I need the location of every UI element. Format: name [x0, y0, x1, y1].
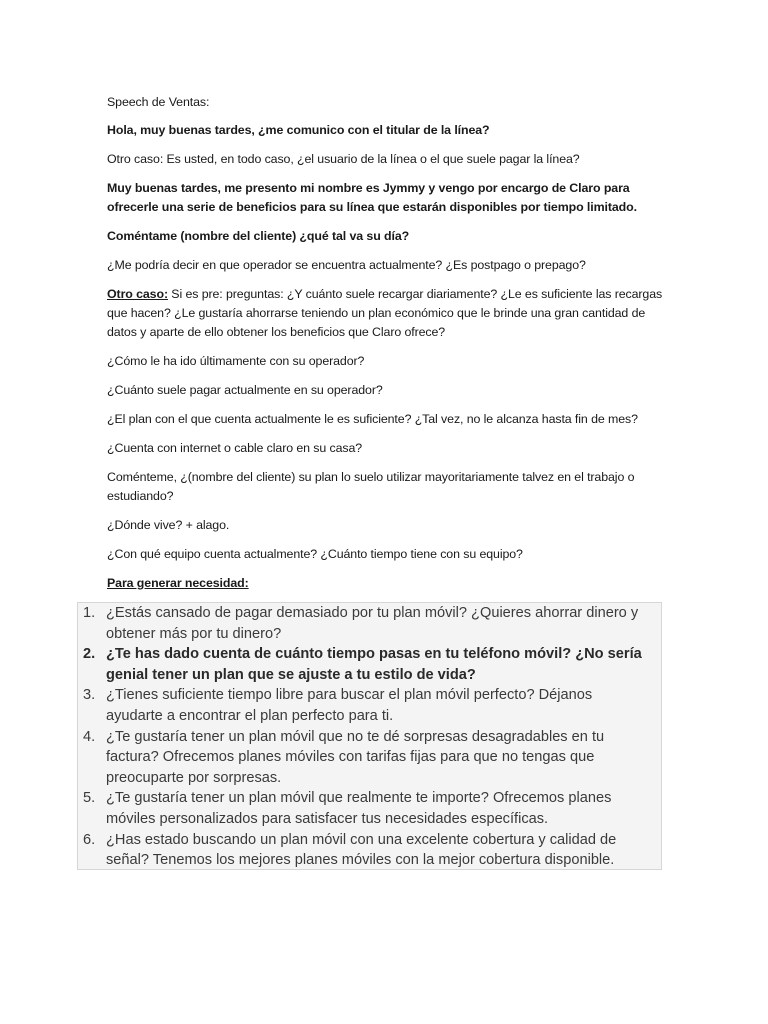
list-item-number: 1.: [83, 605, 96, 621]
list-item-text: ¿Tienes suficiente tiempo libre para buscar el plan móvil perfecto? Déjanos ayudarte a encontrar el plan perfecto para ti.: [106, 687, 593, 724]
list-item-number: 2.: [83, 646, 96, 663]
paragraph-operator: ¿Me podría decir en que operador se encuentra actualmente? ¿Es postpago o prepago?: [107, 258, 586, 272]
paragraph-introduction: Muy buenas tardes, me presento mi nombre es Jymmy y vengo por encargo de Claro para ofrecerle una serie de beneficios para su línea que estarán disponibles por tiempo limitado.: [107, 181, 637, 214]
paragraph-current-payment: ¿Cuánto suele pagar actualmente en su operador?: [107, 383, 383, 397]
section-heading-need: Para generar necesidad:: [107, 576, 249, 590]
list-item: [77, 788, 662, 829]
paragraph-residence: ¿Dónde vive? + alago.: [107, 518, 230, 532]
paragraph-prepaid-case: [107, 285, 667, 342]
list-item-text: ¿Te gustaría tener un plan móvil que realmente te importe? Ofrecemos planes móviles personalizados para satisfacer tus necesidades específicas.: [106, 790, 612, 827]
list-item-text: ¿Te gustaría tener un plan móvil que no te dé sorpresas desagradables en tu factura? Ofrecemos planes móviles con tarifas fijas para que no tengas que preocuparte por sorpresas.: [106, 728, 605, 786]
paragraph-other-case: Otro caso: Es usted, en todo caso, ¿el usuario de la línea o el que suele pagar la línea?: [107, 152, 580, 166]
document-title: Speech de Ventas:: [107, 95, 210, 109]
other-case-label: Otro caso:: [107, 287, 168, 301]
list-item-number: 3.: [83, 687, 96, 704]
paragraph-plan-usage: Coménteme, ¿(nombre del cliente) su plan lo suelo utilizar mayoritariamente talvez en el trabajo o estudiando?: [107, 470, 635, 503]
list-item-number: 6.: [83, 831, 96, 848]
list-item-text: ¿Te has dado cuenta de cuánto tiempo pasas en tu teléfono móvil? ¿No sería genial tener un plan que se ajuste a tu estilo de vida?: [106, 646, 642, 683]
paragraph-operator-experience: ¿Cómo le ha ido últimamente con su operador?: [107, 354, 365, 368]
list-item: [77, 644, 662, 685]
paragraph-device: ¿Con qué equipo cuenta actualmente? ¿Cuánto tiempo tiene con su equipo?: [107, 547, 523, 561]
paragraph-client-day: Coméntame (nombre del cliente) ¿qué tal va su día?: [107, 229, 410, 243]
need-questions-list: [77, 603, 662, 871]
prepaid-case-text: Si es pre: preguntas: ¿Y cuánto suele recargar diariamente? ¿Le es suficiente las recargas que hacen? ¿Le gustaría ahorrarse teniendo un plan económico que le brinde una gran cantidad de datos y aparte de ello obtener los beneficios que Claro ofrece?: [107, 287, 663, 339]
list-item-text: ¿Estás cansado de pagar demasiado por tu plan móvil? ¿Quieres ahorrar dinero y obtener más por tu dinero?: [106, 605, 639, 642]
list-item-number: 5.: [83, 790, 96, 807]
list-item: [77, 830, 662, 871]
list-item: [77, 727, 662, 789]
list-item-number: 4.: [83, 728, 96, 745]
list-item-text: ¿Has estado buscando un plan móvil con una excelente cobertura y calidad de señal? Tenemos los mejores planes móviles con la mejor cobertura disponible.: [106, 831, 617, 869]
paragraph-plan-sufficient: ¿El plan con el que cuenta actualmente le es suficiente? ¿Tal vez, no le alcanza hasta fin de mes?: [107, 412, 638, 426]
paragraph-greeting: Hola, muy buenas tardes, ¿me comunico con el titular de la línea?: [107, 123, 490, 137]
paragraph-internet-cable: ¿Cuenta con internet o cable claro en su casa?: [107, 441, 363, 455]
list-item: [77, 685, 662, 726]
list-item: [77, 603, 662, 644]
